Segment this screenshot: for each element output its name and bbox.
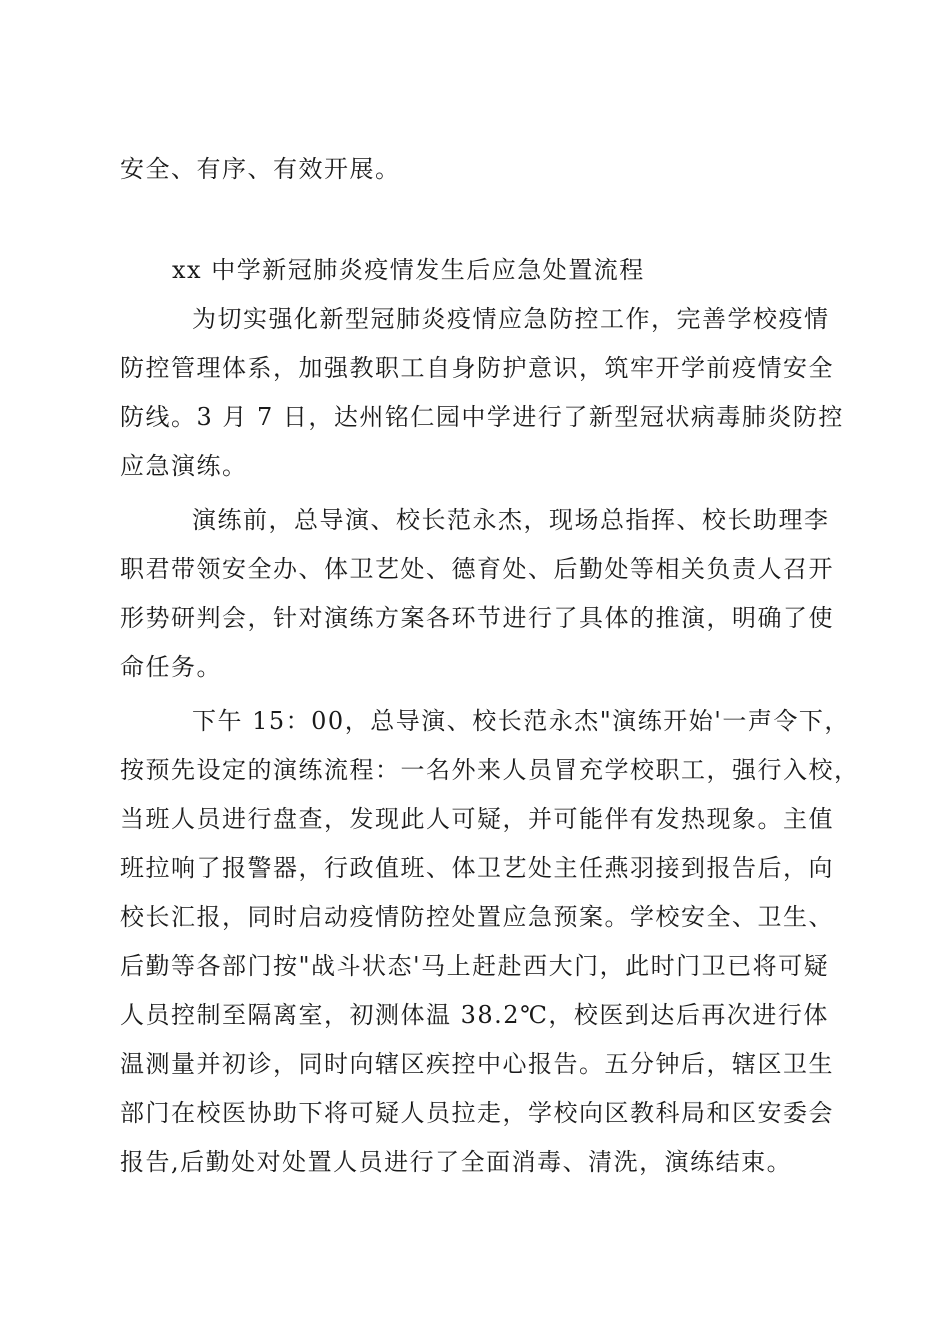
paragraph-line: 演练前，总导演、校长范永杰，现场总指挥、校长助理李 (192, 506, 830, 534)
paragraph-line: 校长汇报，同时启动疫情防控处置应急预案。学校安全、卫生、 (120, 903, 834, 931)
paragraph-line: 职君带领安全办、体卫艺处、德育处、后勤处等相关负责人召开 (120, 555, 834, 583)
paragraph-line: 为切实强化新型冠肺炎疫情应急防控工作，完善学校疫情 (192, 305, 830, 333)
paragraph-line: 形势研判会，针对演练方案各环节进行了具体的推演，明确了使 (120, 604, 834, 632)
paragraph-line: 温测量并初诊，同时向辖区疾控中心报告。五分钟后，辖区卫生 (120, 1050, 834, 1078)
paragraph-line: 后勤等各部门按"战斗状态'马上赶赴西大门，此时门卫已将可疑 (120, 952, 830, 980)
paragraph-line: 人员控制至隔离室，初测体温 38.2℃，校医到达后再次进行体 (120, 1001, 829, 1029)
paragraph-line: 应急演练。 (120, 452, 248, 480)
paragraph-line: 报告,后勤处对处置人员进行了全面消毒、清洗，演练结束。 (120, 1148, 793, 1176)
paragraph-line: 按预先设定的演练流程：一名外来人员冒充学校职工，强行入校， (120, 756, 860, 784)
paragraph-line: 当班人员进行盘查，发现此人可疑，并可能伴有发热现象。主值 (120, 805, 834, 833)
paragraph-line: 下午 15：00，总导演、校长范永杰"演练开始'一声令下， (192, 707, 850, 735)
paragraph-line: 部门在校医协助下将可疑人员拉走，学校向区教科局和区安委会 (120, 1099, 834, 1127)
paragraph-line: 命任务。 (120, 653, 222, 681)
paragraph-line: 班拉响了报警器，行政值班、体卫艺处主任燕羽接到报告后，向 (120, 854, 834, 882)
section-title: xx 中学新冠肺炎疫情发生后应急处置流程 (172, 256, 645, 284)
paragraph-line: 防控管理体系，加强教职工自身防护意识，筑牢开学前疫情安全 (120, 354, 834, 382)
text-line: 安全、有序、有效开展。 (120, 155, 401, 183)
paragraph-line: 防线。3 月 7 日，达州铭仁园中学进行了新型冠状病毒肺炎防控 (120, 403, 844, 431)
